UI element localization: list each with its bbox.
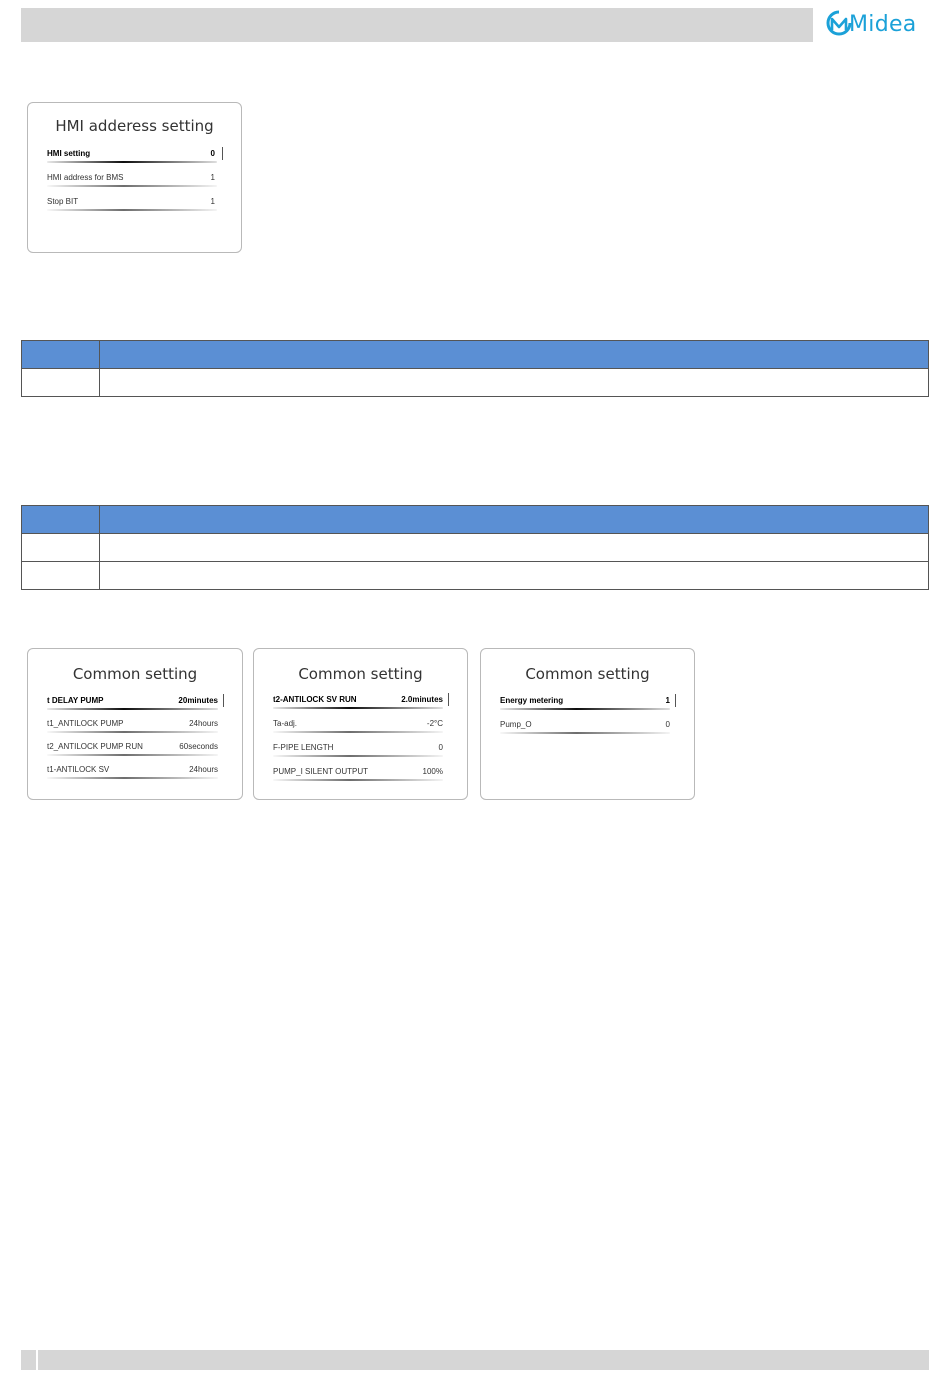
row-label: F-PIPE LENGTH [273, 743, 334, 752]
row-label: Energy metering [500, 696, 564, 705]
row-divider [273, 755, 443, 757]
setting-row-antilock-pump[interactable] [47, 713, 218, 733]
row-divider [47, 777, 218, 779]
row-label: HMI address for BMS [47, 173, 124, 182]
panel-title: HMI adderess setting [55, 117, 214, 135]
header-bar [21, 8, 813, 42]
row-value: 60seconds [179, 742, 218, 751]
row-label: HMI setting [47, 149, 91, 158]
table-cell [22, 534, 100, 562]
text-cursor [223, 694, 224, 707]
logo-text: Midea [849, 11, 917, 37]
row-divider [47, 708, 218, 710]
setting-row-hmi-address-bms[interactable] [47, 167, 217, 187]
panel-title: Common setting [525, 665, 650, 683]
common-setting-panel-2 [253, 648, 468, 800]
table-header-cell [100, 506, 929, 534]
table-row [22, 562, 929, 590]
row-label: t1-ANTILOCK SV [47, 765, 110, 774]
text-cursor [675, 694, 676, 707]
row-value: 2.0minutes [401, 695, 443, 704]
text-cursor [222, 147, 223, 160]
common-setting-panel-3 [480, 648, 695, 800]
row-value: 24hours [189, 765, 218, 774]
table-header-row [22, 341, 929, 369]
row-divider [273, 779, 443, 781]
row-label: t2_ANTILOCK PUMP RUN [47, 742, 143, 751]
row-divider [273, 707, 443, 709]
common-setting-panel-1 [27, 648, 243, 800]
row-label: Stop BIT [47, 197, 79, 206]
table-cell [100, 562, 929, 590]
panel-title: Common setting [72, 665, 198, 683]
row-value: 24hours [189, 719, 218, 728]
row-divider [47, 754, 218, 756]
row-value: 0 [665, 720, 670, 729]
table-cell [100, 369, 929, 397]
row-value: 0 [438, 743, 443, 752]
table-row [22, 534, 929, 562]
table-1 [21, 340, 929, 397]
table-header-cell [100, 341, 929, 369]
setting-row-delay-pump[interactable] [47, 690, 218, 710]
setting-row-stop-bit[interactable] [47, 191, 217, 211]
row-value: -2°C [426, 719, 443, 728]
setting-row-pump-silent-output[interactable] [273, 761, 443, 781]
table-cell [22, 369, 100, 397]
table-row [22, 369, 929, 397]
hmi-address-panel [27, 102, 242, 253]
footer-divider [36, 1350, 38, 1370]
row-divider [273, 731, 443, 733]
midea-logo [826, 6, 917, 42]
table-header-row [22, 506, 929, 534]
table-2 [21, 505, 929, 590]
row-divider [500, 732, 670, 734]
row-label: PUMP_I SILENT OUTPUT [273, 767, 368, 776]
panel-title: Common setting [298, 665, 423, 683]
row-value: 1 [210, 197, 215, 206]
setting-row-energy-metering[interactable] [500, 690, 670, 710]
table-header-cell [22, 506, 100, 534]
row-label: t1_ANTILOCK PUMP [47, 719, 124, 728]
row-divider [500, 708, 670, 710]
row-value: 1 [210, 173, 215, 182]
row-divider [47, 209, 217, 211]
text-cursor [448, 693, 449, 706]
row-label: Pump_O [500, 720, 532, 729]
row-divider [47, 161, 217, 163]
row-divider [47, 731, 218, 733]
row-value: 0 [210, 149, 215, 158]
row-value: 1 [665, 696, 670, 705]
setting-row-ta-adj[interactable] [273, 713, 443, 733]
row-value: 20minutes [178, 696, 218, 705]
row-label: Ta-adj. [273, 719, 298, 728]
setting-row-antilock-sv-run[interactable] [273, 689, 443, 709]
row-label: t2-ANTILOCK SV RUN [273, 695, 357, 704]
row-label: t DELAY PUMP [47, 696, 104, 705]
setting-row-pump-o[interactable] [500, 714, 670, 734]
setting-row-antilock-sv[interactable] [47, 759, 218, 779]
row-divider [47, 185, 217, 187]
table-cell [22, 562, 100, 590]
footer-bar [21, 1350, 929, 1370]
setting-row-antilock-pump-run[interactable] [47, 736, 218, 756]
row-value: 100% [422, 767, 443, 776]
setting-row-hmi-setting[interactable] [47, 143, 217, 163]
table-header-cell [22, 341, 100, 369]
table-cell [100, 534, 929, 562]
setting-row-f-pipe-length[interactable] [273, 737, 443, 757]
